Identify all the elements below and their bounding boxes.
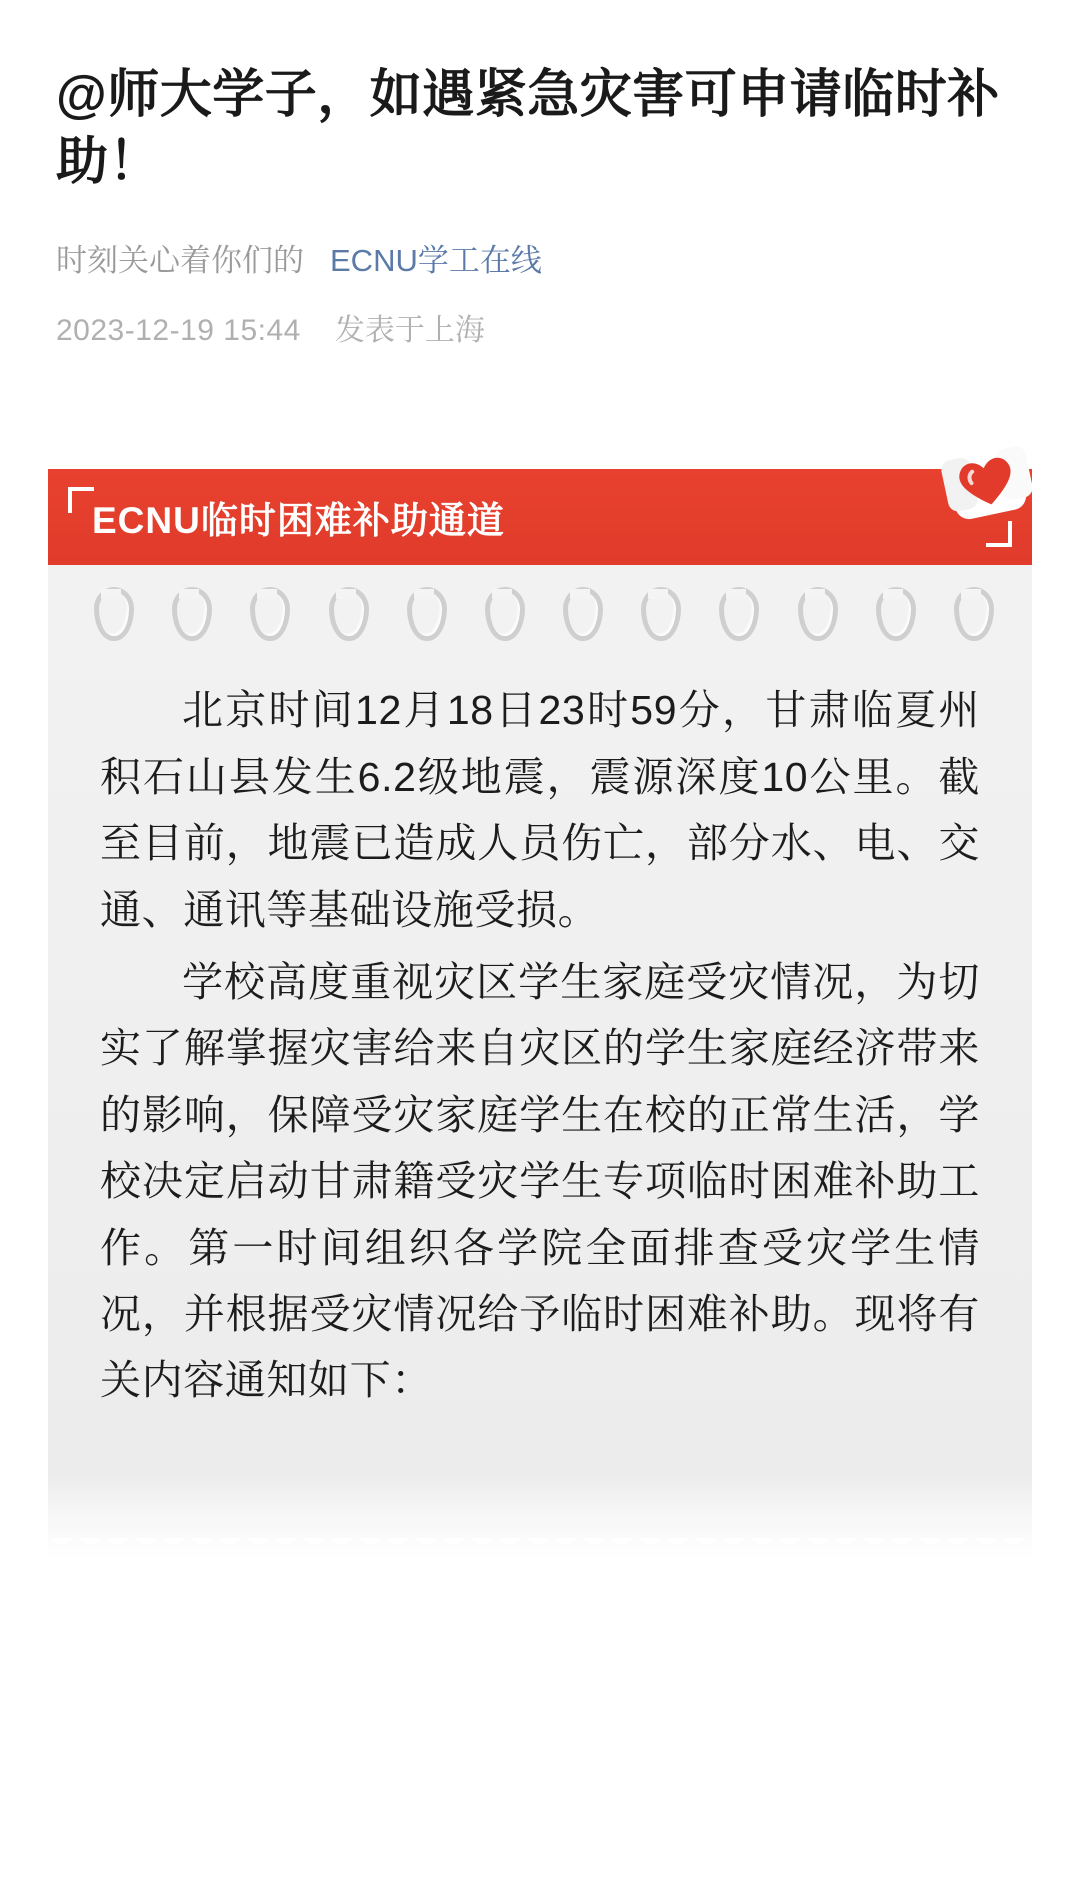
card-banner <box>48 469 1032 565</box>
heart-icon <box>934 427 1038 531</box>
binder-ring <box>792 587 836 643</box>
card-banner-title: ECNU临时困难补助通道 <box>92 500 505 542</box>
binder-ring <box>401 587 445 643</box>
binder-ring <box>166 587 210 643</box>
binder-ring <box>479 587 523 643</box>
article-byline <box>56 241 1024 281</box>
article-header <box>0 0 1080 349</box>
publish-location: 发表于上海 <box>334 314 485 348</box>
paper-torn-edge <box>48 1538 1032 1560</box>
notice-body <box>48 649 1032 1413</box>
byline-prefix: 时刻关心着你们的 <box>56 243 304 279</box>
card-paper-body <box>48 565 1032 1473</box>
account-link[interactable]: ECNU学工在线 <box>330 243 542 279</box>
binder-ring <box>88 587 132 643</box>
publish-date: 2023-12-19 15:44 <box>56 314 301 348</box>
notice-card <box>0 469 1080 1559</box>
binder-ring <box>713 587 757 643</box>
binder-ring <box>244 587 288 643</box>
notice-paragraph: 北京时间12月18日23时59分，甘肃临夏州积石山县发生6.2级地震，震源深度10公里。截至目前，地震已造成人员伤亡，部分水、电、交通、通讯等基础设施受损。 <box>100 687 980 933</box>
binder-ring <box>635 587 679 643</box>
binder-ring <box>948 587 992 643</box>
binder-ring <box>870 587 914 643</box>
corner-bracket-top-left <box>68 487 94 513</box>
notice-paragraph: 学校高度重视灾区学生家庭受灾情况，为切实了解掌握灾害给来自灾区的学生家庭经济带来的影响，保障受灾家庭学生在校的正常生活，学校决定启动甘肃籍受灾学生专项临时困难补助工作。第一时间组织各学院全面排查受灾学生情况，并根据受灾情况给予临时困难补助。现将有关内容通知如下： <box>100 959 980 1404</box>
binder-ring <box>557 587 601 643</box>
page-title: @师大学子，如遇紧急灾害可申请临时补助！ <box>56 66 1000 191</box>
binder-ring <box>323 587 367 643</box>
article-timestamp-row <box>56 305 1024 349</box>
ring-binder <box>48 565 1032 649</box>
